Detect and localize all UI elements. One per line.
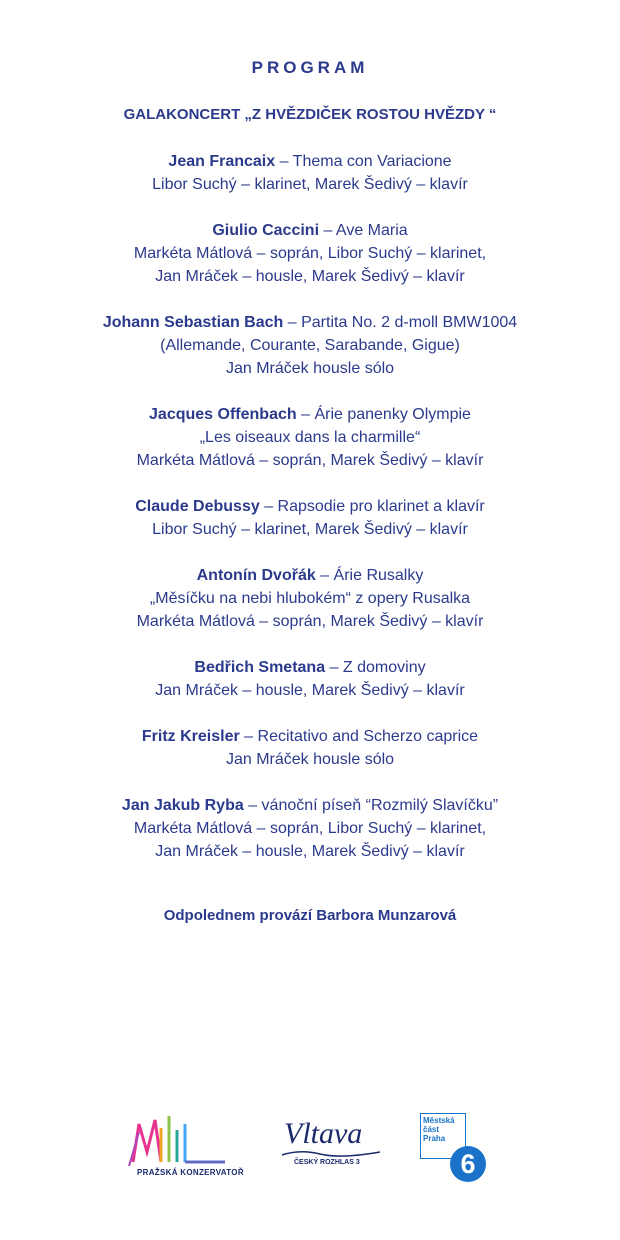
conservatory-label: PRAŽSKÁ KONZERVATOŘ [137,1168,244,1177]
program-list [0,150,620,886]
work-title: – Partita No. 2 d-moll BMW1004 [287,314,518,331]
performers: Markéta Mátlová – soprán, Libor Suchý – klarinet, [133,820,487,837]
work-title: – Z domoviny [329,659,426,676]
concert-title: GALAKONCERT „Z HVĚZDIČEK ROSTOU HVĚZDY “ [123,106,497,123]
composer-name: Bedřich Smetana [194,659,326,676]
work-title: – Thema con Variacione [279,153,452,170]
vltava-sub: ČESKÝ ROZHLAS 3 [294,1159,360,1166]
performers: Jan Mráček – housle, Marek Šedivý – klavír [155,268,465,285]
program-item [0,150,620,196]
work-detail: „Měsíčku na nebi hlubokém“ z opery Rusalka [149,590,471,607]
program-item [0,495,620,541]
wave-icon [280,1149,385,1159]
performers: Jan Mráček – housle, Marek Šedivý – klavír [155,843,465,860]
vltava-name: Vltava [284,1117,363,1150]
program-item [0,656,620,702]
program-item [0,219,620,288]
work-detail: „Les oiseaux dans la charmille“ [199,429,421,446]
performers: Jan Mráček housle sólo [225,360,395,377]
work-title: – Rapsodie pro klarinet a klavír [264,498,485,515]
prague6-logo [420,1113,490,1188]
prague6-text: Městská část Praha [423,1116,455,1143]
composer-name: Jan Jakub Ryba [121,797,244,814]
program-item [0,403,620,472]
performers: Jan Mráček housle sólo [225,751,395,768]
performers: Markéta Mátlová – soprán, Libor Suchý – klarinet, [133,245,487,262]
composer-name: Johann Sebastian Bach [102,314,284,331]
work-title: – Recitativo and Scherzo caprice [244,728,479,745]
host-line: Odpolednem provází Barbora Munzarová [163,907,457,924]
performers: Libor Suchý – klarinet, Marek Šedivý – klavír [152,521,468,538]
program-item [0,311,620,380]
work-title: – vánoční píseň “Rozmilý Slavíčku” [248,797,499,814]
vltava-logo [280,1117,385,1177]
conservatory-graphic [125,1110,250,1168]
composer-name: Jacques Offenbach [149,406,297,423]
program-item [0,794,620,863]
work-title: – Árie Rusalky [320,567,424,584]
sponsor-logos [0,1105,620,1185]
program-item [0,564,620,633]
performers: Libor Suchý – klarinet, Marek Šedivý – klavír [152,176,468,193]
performers: Markéta Mátlová – soprán, Marek Šedivý – klavír [136,613,484,630]
program-item [0,725,620,771]
prague-conservatory-logo [125,1110,250,1180]
work-title: – Árie panenky Olympie [301,406,471,423]
work-title: – Ave Maria [323,222,408,239]
composer-name: Fritz Kreisler [141,728,240,745]
performers: Jan Mráček – housle, Marek Šedivý – klavír [155,682,465,699]
composer-name: Jean Francaix [168,153,276,170]
composer-name: Giulio Caccini [212,222,320,239]
composer-name: Antonín Dvořák [196,567,316,584]
composer-name: Claude Debussy [135,498,260,515]
prague6-number: 6 [450,1146,486,1182]
performers: Markéta Mátlová – soprán, Marek Šedivý – klavír [136,452,484,469]
program-heading: PROGRAM [251,58,369,77]
work-detail: (Allemande, Courante, Sarabande, Gigue) [160,337,460,354]
